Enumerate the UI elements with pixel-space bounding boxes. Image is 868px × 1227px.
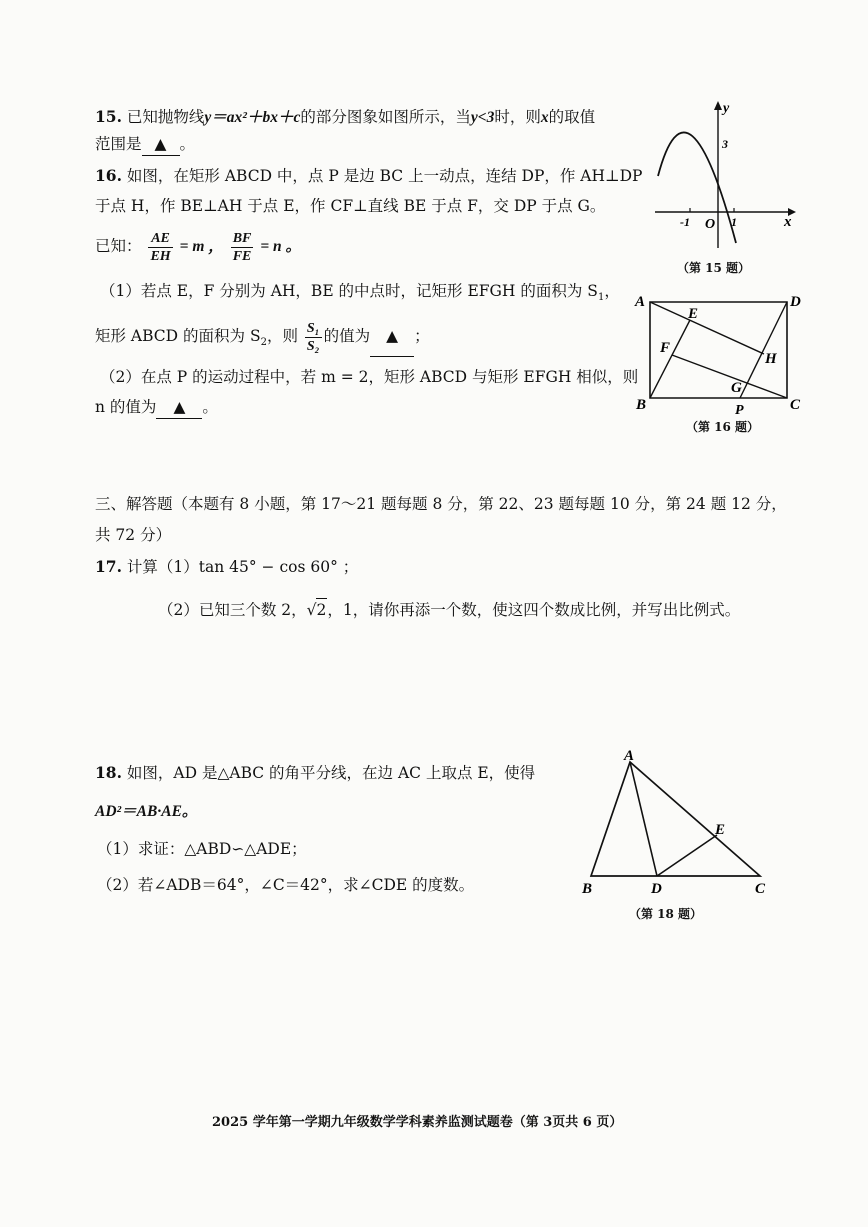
ratio-denominator: S₂ — [306, 338, 320, 354]
q17-part2 — [158, 598, 740, 621]
rect-abcd — [650, 302, 787, 398]
q18-part1: （1）求证：△ABD∽△ADE； — [97, 840, 307, 858]
q17-number: 17. — [95, 557, 122, 576]
q16-part2-tail: 。 — [202, 398, 218, 416]
q18-line1 — [95, 762, 535, 784]
q16-line2: 于点 H，作 BE⊥AH 于点 E，作 CF⊥直线 BE 于点 F，交 DP 于点 G。 — [95, 197, 606, 215]
q16-part2-b: n 的值为 — [95, 398, 157, 416]
q16-number: 16. — [95, 166, 122, 185]
label-B: B — [636, 397, 647, 413]
q18-line2: AD²＝AB·AE。 — [95, 803, 198, 820]
sqrt-icon: √ — [306, 601, 317, 619]
q16-part1-a: （1）若点 E，F 分别为 AH，BE 的中点时，记矩形 EFGH 的面积为 S — [100, 282, 598, 300]
section3-heading-line2: 共 72 分） — [95, 526, 172, 544]
q16-eq-n: = n 。 — [260, 238, 302, 255]
segment-ad — [630, 762, 657, 876]
q15-formula: y＝ax²＋bx＋c — [204, 109, 301, 126]
frac2-numerator: BF — [232, 230, 252, 246]
triangle-abc — [591, 762, 760, 876]
q15-answer-blank: ▲ — [142, 133, 180, 156]
label-E: E — [715, 822, 726, 838]
q15-line2 — [95, 133, 195, 156]
q15-condition: y<3 — [470, 109, 495, 126]
q15-figure-caption: （第 15 题） — [677, 261, 751, 275]
q17-line1 — [95, 556, 358, 578]
q16-figure-caption: （第 16 题） — [686, 420, 760, 434]
q16-part1-b-mid: ，则 — [266, 327, 298, 345]
q15-line1 — [95, 106, 595, 129]
label-neg1: -1 — [680, 215, 690, 229]
q16-known — [95, 226, 301, 267]
q16-rectangle-figure — [632, 290, 812, 420]
label-E: E — [688, 306, 699, 322]
label-H: H — [765, 351, 777, 367]
frac2-denominator: FE — [232, 248, 252, 264]
ratio-numerator: S₁ — [306, 320, 320, 336]
q16-part1-line1 — [100, 280, 620, 309]
q16-part1-line2 — [95, 316, 430, 363]
label-G: G — [731, 380, 742, 396]
q15-text-c: 时，则 — [494, 108, 541, 126]
q16-eq-m: = m ， — [179, 238, 224, 255]
q16-part1-b-sub: 2 — [260, 337, 267, 349]
q16-part2-line1: （2）在点 P 的运动过程中，若 m = 2，矩形 ABCD 与矩形 EFGH 相似，则 — [100, 368, 639, 386]
q16-part1-b-end: 的值为 — [323, 327, 371, 345]
page-footer: 2025 学年第一学期九年级数学学科素养监测试题卷（第 3页共 6 页） — [212, 1115, 623, 1130]
segment-de — [657, 835, 717, 876]
label-B: B — [582, 881, 593, 897]
q18-line1-text: 如图，AD 是△ABC 的角平分线，在边 AC 上取点 E，使得 — [126, 764, 536, 782]
section3-heading-line1: 三、解答题（本题有 8 小题，第 17～21 题每题 8 分，第 22、23 题每题 10 分，第 24 题 12 分， — [95, 495, 787, 513]
q16-answer-blank-1: ▲ — [370, 316, 414, 357]
frac1-numerator: AE — [148, 230, 172, 248]
label-origin: O — [705, 217, 716, 232]
q17-sqrt-value: 2 — [316, 598, 328, 621]
q16-line1-text: 如图，在矩形 ABCD 中，点 P 是边 BC 上一动点，连结 DP，作 AH⊥DP — [126, 167, 643, 185]
label-C: C — [790, 397, 801, 413]
q15-text-d: 的取值 — [548, 108, 596, 126]
q15-text-a: 已知抛物线 — [126, 108, 205, 126]
q16-part1-a-sub: 1 — [597, 292, 605, 304]
label-P: P — [735, 403, 744, 418]
y-axis-arrow — [714, 101, 722, 110]
q15-number: 15. — [95, 107, 122, 126]
label-one: 1 — [731, 215, 737, 229]
q15-text-b: 的部分图象如图所示，当 — [300, 108, 471, 126]
label-A: A — [624, 748, 635, 764]
q16-part1-a-end: ， — [604, 282, 620, 300]
q18-part2: （2）若∠ADB＝64°，∠C＝42°，求∠CDE 的度数。 — [97, 876, 475, 894]
x-axis-label: x — [784, 214, 792, 230]
label-C: C — [755, 881, 766, 897]
q16-known-label: 已知： — [95, 237, 142, 255]
label-F: F — [660, 340, 671, 356]
frac1-denominator: EH — [150, 248, 171, 264]
label-A: A — [635, 294, 646, 310]
q15-parabola-figure — [650, 98, 800, 258]
q17-part2-b: ，1，请你再添一个数，使这四个数成比例，并写出比例式。 — [327, 601, 741, 619]
q18-number: 18. — [95, 763, 122, 782]
q15-end: 。 — [179, 135, 196, 153]
q16-part1-tail: ； — [414, 327, 430, 345]
q16-part1-b: 矩形 ABCD 的面积为 S — [95, 327, 261, 345]
q15-var-x: x — [540, 109, 549, 126]
q16-fraction-bf-fe — [231, 230, 254, 265]
q16-fraction-ae-eh — [148, 230, 172, 265]
q18-triangle-figure — [575, 748, 775, 898]
q17-part2-a: （2）已知三个数 2， — [158, 601, 307, 619]
label-D: D — [790, 294, 801, 310]
q16-line1 — [95, 165, 642, 187]
q15-line2-text: 范围是 — [95, 135, 142, 153]
label-D: D — [651, 881, 662, 897]
label-three: 3 — [722, 137, 728, 151]
q16-ratio-s1-s2 — [305, 320, 322, 355]
q16-answer-blank-2: ▲ — [156, 396, 202, 419]
q16-part2-line2 — [95, 396, 218, 419]
q17-part1: 计算（1）tan 45° − cos 60° ； — [126, 558, 359, 576]
q18-figure-caption: （第 18 题） — [629, 907, 703, 921]
y-axis-label: y — [723, 101, 730, 116]
